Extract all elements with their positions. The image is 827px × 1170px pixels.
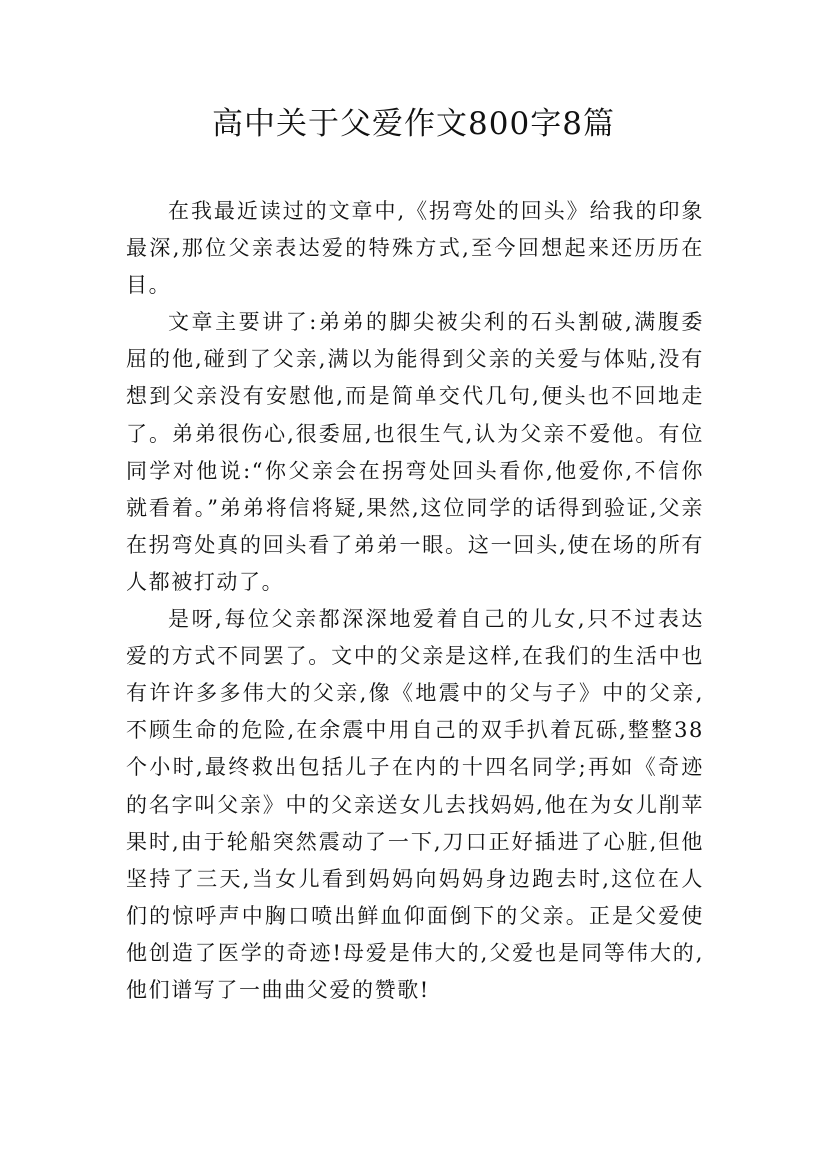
paragraph-3: 是呀,每位父亲都深深地爱着自己的儿女,只不过表达爱的方式不同罢了。文中的父亲是这样,在我们的生活中也有许许多多伟大的父亲,像《地震中的父与子》中的父亲,不顾生命的危险,在余震中用自己的双手扒着瓦砾,整整38个小时,最终救出包括儿子在内的十四名同学;再如《奇迹的名字叫父亲》中的父亲送女儿去找妈妈,他在为女儿削苹果时,由于轮船突然震动了一下,刀口正好插进了心脏,但他坚持了三天,当女儿看到妈妈向妈妈身边跑去时,这位在人们的惊呼声中胸口喷出鲜血仰面倒下的父亲。正是父爱使他创造了医学的奇迹!母爱是伟大的,父爱也是同等伟大的,他们谱写了一曲曲父爱的赞歌! (126, 607, 704, 1002)
paragraph-1: 在我最近读过的文章中,《拐弯处的回头》给我的印象最深,那位父亲表达爱的特殊方式,至今回想起来还历历在目。 (126, 199, 704, 298)
paragraph-2: 文章主要讲了:弟弟的脚尖被尖利的石头割破,满腹委屈的他,碰到了父亲,满以为能得到父亲的关爱与体贴,没有想到父亲没有安慰他,而是简单交代几句,便头也不回地走了。弟弟很伤心,很委屈,也很生气,认为父亲不爱他。有位同学对他说:“你父亲会在拐弯处回头看你,他爱你,不信你就看着。”弟弟将信将疑,果然,这位同学的话得到验证,父亲在拐弯处真的回头看了弟弟一眼。这一回头,使在场的所有人都被打动了。 (126, 310, 704, 594)
document-title: 高中关于父爱作文800字8篇 (212, 106, 615, 142)
document-body (126, 193, 704, 1009)
